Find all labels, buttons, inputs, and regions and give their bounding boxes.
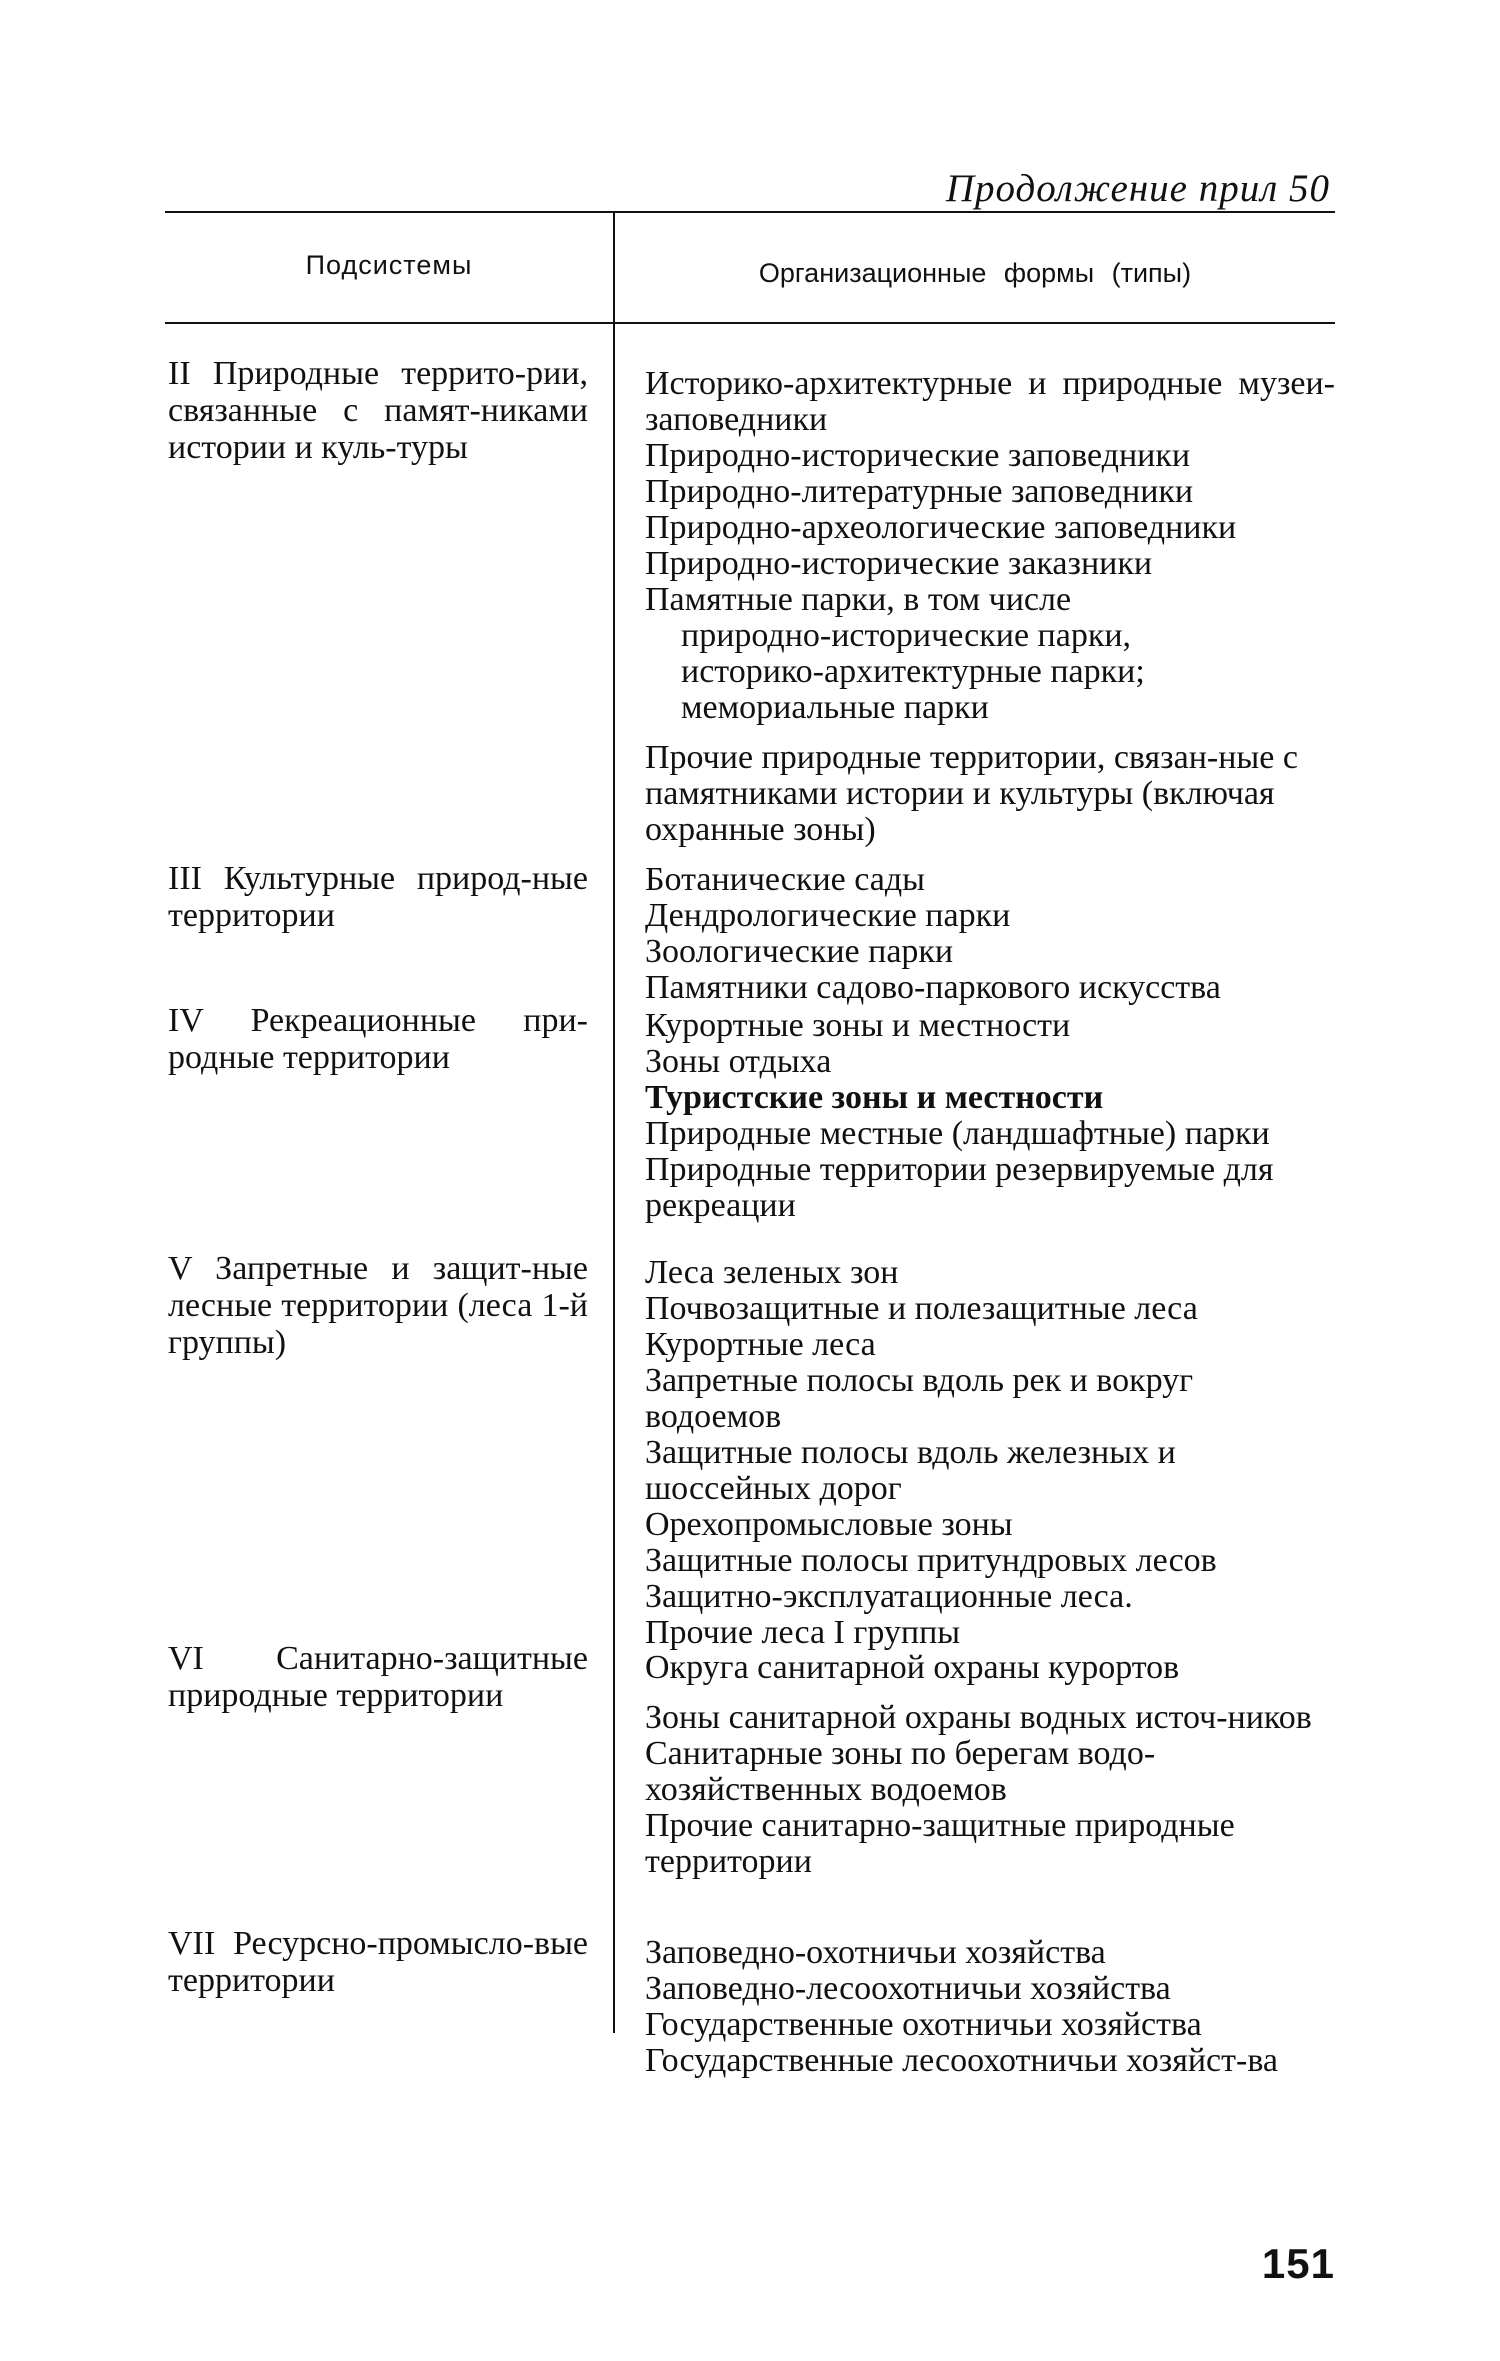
form-item: Природно-литературные заповедники (645, 473, 1194, 510)
form-item: Округа санитарной охраны курортов (645, 1649, 1180, 1686)
form-item: Защитные полосы притундровых лесов (645, 1542, 1217, 1579)
forms-v (645, 1255, 1335, 1651)
forms-vi (645, 1650, 1335, 1880)
form-item: Памятники садово-паркового искусства (645, 969, 1221, 1006)
forms-vii (645, 1935, 1335, 2079)
form-item: Защитные полосы вдоль железных и шоссейных дорог (645, 1434, 1176, 1507)
form-item: Леса зеленых зон (645, 1254, 899, 1291)
form-item: Защитно-эксплуатационные леса. (645, 1578, 1133, 1615)
subsystem-v: V Запретные и защит-ные лесные территории (леса 1-й группы) (168, 1250, 588, 1361)
form-item: Курортные зоны и местности (645, 1007, 1071, 1044)
form-item: Туристские зоны и местности (645, 1079, 1104, 1116)
subsystem-iv: IV Рекреационные при-родные территории (168, 1002, 588, 1076)
forms-iv (645, 1008, 1335, 1224)
form-item: Природные территории резервируемые для рекреации (645, 1151, 1274, 1224)
subsystem-vi: VI Санитарно-защитные природные территории (168, 1640, 588, 1714)
form-item: Прочие санитарно-защитные природные территории (645, 1807, 1235, 1880)
header-subsystems: Подсистемы (305, 250, 473, 280)
subsystem-ii: II Природные террито-рии, связанные с памят-никами истории и куль-туры (168, 355, 588, 466)
subsystem-vii: VII Ресурсно-промысло-вые территории (168, 1925, 588, 1999)
page-number: 151 (1261, 2240, 1335, 2287)
table-top-rule (165, 211, 1335, 213)
form-subitem: природно-исторические парки, (681, 617, 1132, 654)
form-item: Санитарные зоны по берегам водо-хозяйственных водоемов (645, 1735, 1156, 1808)
form-item: Природно-археологические заповедники (645, 509, 1237, 546)
form-item: Историко-архитектурные и природные музеи-заповедники (645, 365, 1335, 438)
forms-ii (645, 366, 1335, 848)
form-item: Заповедно-лесоохотничьи хозяйства (645, 1970, 1171, 2007)
form-item: Прочие леса I группы (645, 1614, 961, 1651)
form-item: Дендрологические парки (645, 897, 1011, 934)
form-subitem: мемориальные парки (681, 689, 989, 726)
form-item: Прочие природные территории, связан-ные с памятниками истории и культуры (включая охранные зоны) (645, 739, 1298, 848)
form-item: Государственные лесоохотничьи хозяйст-ва (645, 2042, 1279, 2079)
form-item: Зоны санитарной охраны водных источ-ников (645, 1699, 1312, 1736)
subsystem-iii: III Культурные природ-ные территории (168, 860, 588, 934)
table-header-rule (165, 322, 1335, 324)
form-item: Курортные леса (645, 1326, 876, 1363)
form-item: Запретные полосы вдоль рек и вокруг водоемов (645, 1362, 1194, 1435)
form-item: Природно-исторические заказники (645, 545, 1153, 582)
form-item: Почвозащитные и полезащитные леса (645, 1290, 1198, 1327)
form-subitem: историко-архитектурные парки; (681, 653, 1145, 690)
form-item: Орехопромысловые зоны (645, 1506, 1013, 1543)
continuation-label: Продолжение прил 50 (945, 167, 1330, 210)
column-divider (613, 211, 615, 2033)
header-organizational-forms: Организационные формы (типы) (758, 258, 1192, 288)
form-item: Зоологические парки (645, 933, 954, 970)
form-item: Государственные охотничьи хозяйства (645, 2006, 1202, 2043)
form-item: Зоны отдыха (645, 1043, 832, 1080)
form-item: Природно-исторические заповедники (645, 437, 1191, 474)
form-item: Заповедно-охотничьи хозяйства (645, 1934, 1106, 1971)
form-item: Ботанические сады (645, 861, 926, 898)
form-item: Природные местные (ландшафтные) парки (645, 1115, 1270, 1152)
form-item: Памятные парки, в том числе (645, 581, 1072, 618)
forms-iii (645, 862, 1335, 1006)
